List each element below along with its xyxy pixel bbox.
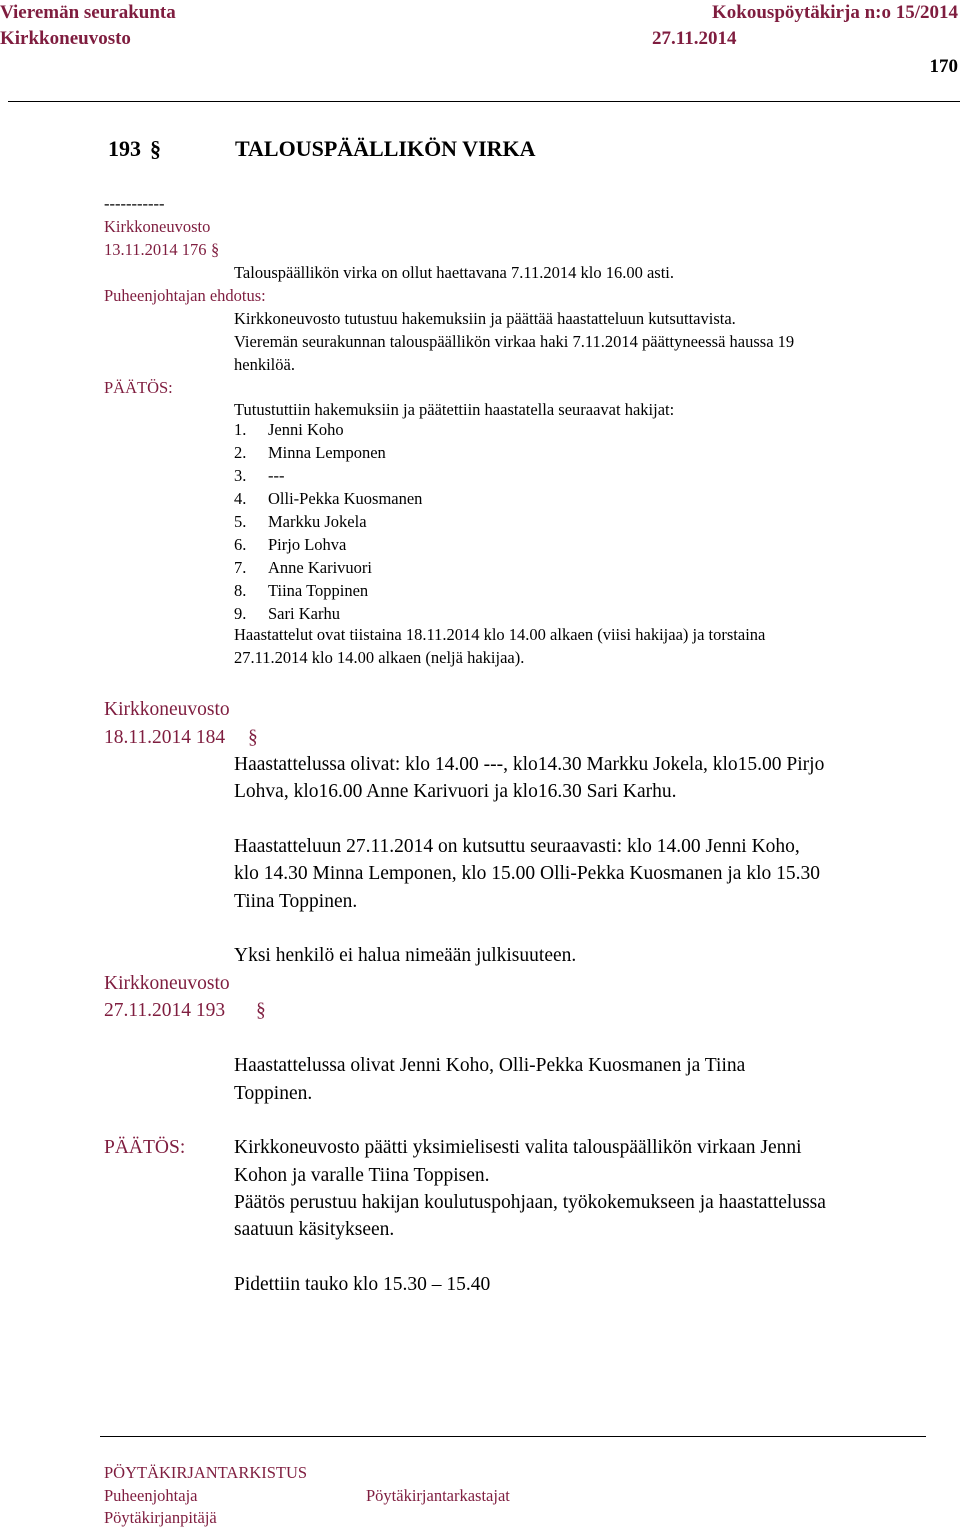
list-item (234, 602, 422, 625)
decision-line-2: Kohon ja varalle Tiina Toppisen. (234, 1165, 490, 1186)
block3-ref: 27.11.2014 193 (104, 1000, 226, 1021)
block3-p1-line-1: Haastattelussa olivat Jenni Koho, Olli-Pekka Kuosmanen ja Tiina (234, 1055, 746, 1076)
section-symbol-2: § (248, 727, 258, 748)
header-body: Kirkkoneuvosto (0, 28, 131, 49)
list-item (234, 556, 422, 579)
list-item (234, 533, 422, 556)
footer-chair: Puheenjohtaja (104, 1486, 198, 1505)
list-item (234, 579, 422, 602)
applicant-name: Minna Lemponen (268, 443, 386, 462)
break-note: Pidettiin tauko klo 15.30 – 15.40 (234, 1274, 491, 1295)
footer-title: PÖYTÄKIRJANTARKISTUS (104, 1463, 308, 1482)
footer-checkers: Pöytäkirjantarkastajat (366, 1486, 510, 1505)
section-symbol-3: § (256, 1000, 266, 1021)
applicant-list (234, 418, 422, 625)
block3-p1-line-2: Toppinen. (234, 1083, 313, 1104)
decision-line-4: saatuun käsitykseen. (234, 1219, 395, 1240)
proposal-line-3: henkilöä. (234, 355, 295, 374)
block3-body: Kirkkoneuvosto (104, 973, 230, 994)
proposal-line-1: Kirkkoneuvosto tutustuu hakemuksiin ja päättää haastatteluun kutsuttavista. (234, 309, 736, 328)
interviews-line-1: Haastattelut ovat tiistaina 18.11.2014 klo 14.00 alkaen (viisi hakijaa) ja torstaina (234, 625, 766, 644)
decision-line-3: Päätös perustuu hakijan koulutuspohjaan, työkokemukseen ja haastattelussa (234, 1192, 826, 1213)
block2-body: Kirkkoneuvosto (104, 699, 230, 720)
applicant-name: Jenni Koho (268, 420, 344, 439)
list-item (234, 418, 422, 441)
block2-p2-line-2: klo 14.30 Minna Lemponen, klo 15.00 Olli-Pekka Kuosmanen ja klo 15.30 (234, 863, 821, 884)
page-number: 170 (929, 56, 958, 77)
header-org: Vieremän seurakunta (0, 2, 176, 23)
header-doc: Kokouspöytäkirja n:o 15/2014 (712, 2, 958, 23)
block1-body: Kirkkoneuvosto (104, 217, 211, 236)
applicant-number: 2. (234, 443, 247, 462)
block2-ref: 18.11.2014 184 (104, 727, 226, 748)
block1-ref: 13.11.2014 176 (104, 240, 207, 259)
block2-p2-line-1: Haastatteluun 27.11.2014 on kutsuttu seuraavasti: klo 14.00 Jenni Koho, (234, 836, 800, 857)
section-symbol: § (150, 136, 161, 161)
applicant-number: 3. (234, 466, 247, 485)
applicant-name: Tiina Toppinen (268, 581, 369, 600)
applicant-name: Sari Karhu (268, 604, 340, 623)
header-rule (8, 101, 960, 102)
decision-line-1: Kirkkoneuvosto päätti yksimielisesti valita talouspäällikön virkaan Jenni (234, 1137, 802, 1158)
block1-intro: Talouspäällikön virka on ollut haettavana 7.11.2014 klo 16.00 asti. (234, 263, 674, 282)
interviews-line-2: 27.11.2014 klo 14.00 alkaen (neljä hakijaa). (234, 648, 525, 667)
block2-p2-line-3: Tiina Toppinen. (234, 891, 358, 912)
applicant-number: 9. (234, 604, 247, 623)
applicant-name: Anne Karivuori (268, 558, 373, 577)
separator-dashes: ----------- (104, 194, 165, 213)
section-symbol-1: § (211, 240, 220, 259)
section-title: TALOUSPÄÄLLIKÖN VIRKA (235, 136, 536, 161)
list-item (234, 487, 422, 510)
applicant-number: 8. (234, 581, 247, 600)
list-item (234, 441, 422, 464)
applicant-name: Olli-Pekka Kuosmanen (268, 489, 423, 508)
applicant-number: 5. (234, 512, 247, 531)
list-item (234, 510, 422, 533)
decision-intro: Tutustuttiin hakemuksiin ja päätettiin haastatella seuraavat hakijat: (234, 400, 675, 419)
block2-p1-line-1: Haastattelussa olivat: klo 14.00 ---, klo14.30 Markku Jokela, klo15.00 Pirjo (234, 754, 825, 775)
block2-p3: Yksi henkilö ei halua nimeään julkisuuteen. (234, 945, 577, 966)
proposal-line-2: Vieremän seurakunnan talouspäällikön virkaa haki 7.11.2014 päättyneessä haussa 19 (234, 332, 795, 351)
applicant-name: Markku Jokela (268, 512, 367, 531)
section-number: 193 (108, 136, 141, 161)
list-item (234, 464, 422, 487)
block2-p1-line-2: Lohva, klo16.00 Anne Karivuori ja klo16.30 Sari Karhu. (234, 781, 677, 802)
footer-secretary: Pöytäkirjanpitäjä (104, 1508, 217, 1527)
footer-rule (100, 1436, 926, 1437)
applicant-number: 6. (234, 535, 247, 554)
decision-label-1: PÄÄTÖS: (104, 378, 173, 397)
applicant-number: 7. (234, 558, 247, 577)
applicant-name: --- (268, 466, 285, 485)
applicant-number: 1. (234, 420, 247, 439)
header-date: 27.11.2014 (652, 28, 737, 49)
applicant-number: 4. (234, 489, 247, 508)
proposal-label: Puheenjohtajan ehdotus: (104, 286, 266, 305)
decision-label-2: PÄÄTÖS: (104, 1137, 186, 1158)
applicant-name: Pirjo Lohva (268, 535, 347, 554)
